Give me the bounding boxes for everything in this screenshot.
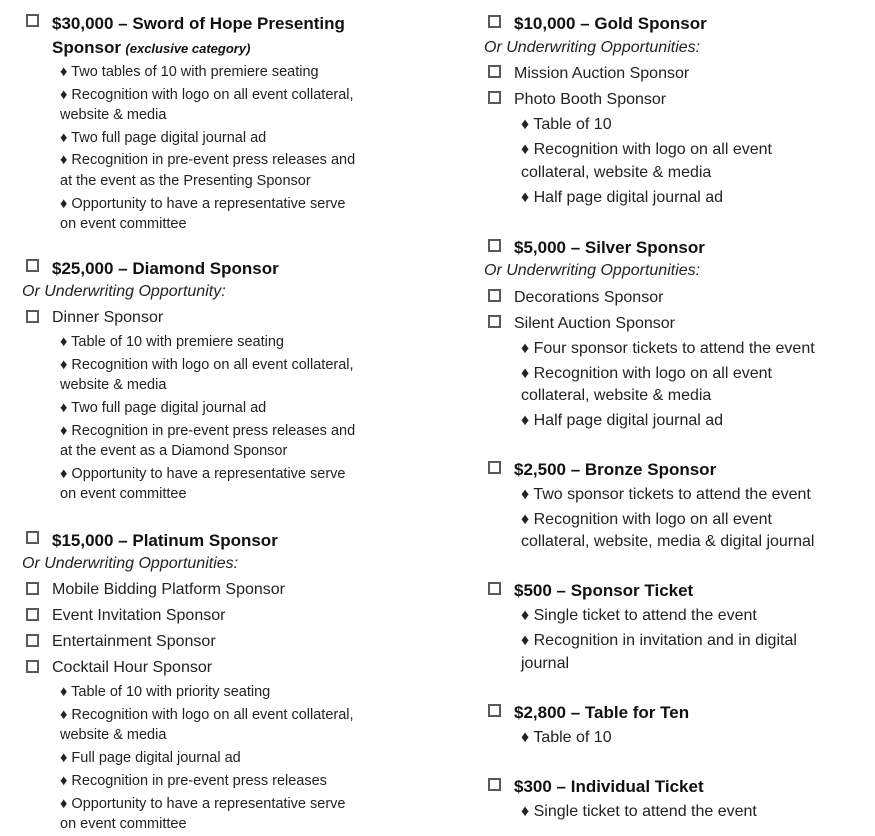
option-dinner-sponsor: Dinner Sponsor bbox=[52, 309, 164, 326]
benefit-item: ♦ Single ticket to attend the event bbox=[521, 803, 757, 820]
checkbox-decorations-sponsor[interactable] bbox=[488, 289, 501, 302]
benefit-item: ♦ Two full page digital journal ad bbox=[60, 130, 267, 146]
benefit-item: ♦ Opportunity to have a representative serve bbox=[60, 196, 346, 212]
tier-title-10000: $10,000 – Gold Sponsor bbox=[514, 14, 707, 33]
benefit-item: ♦ Recognition with logo on all event bbox=[521, 511, 772, 528]
benefit-item: ♦ Recognition with logo on all event bbox=[521, 141, 772, 158]
checkbox-cocktail-hour-sponsor[interactable] bbox=[26, 660, 39, 673]
benefit-item: ♦ Four sponsor tickets to attend the event bbox=[521, 340, 815, 357]
checkbox-300-individual-ticket[interactable] bbox=[488, 778, 501, 791]
option-cocktail-hour-sponsor: Cocktail Hour Sponsor bbox=[52, 659, 213, 676]
tier-title-30000-line2 bbox=[52, 38, 250, 58]
benefit-item: ♦ Opportunity to have a representative serve bbox=[60, 796, 346, 812]
checkbox-500-sponsor-ticket[interactable] bbox=[488, 582, 501, 595]
benefit-item-cont: at the event as a Diamond Sponsor bbox=[60, 443, 288, 459]
option-event-invitation-sponsor: Event Invitation Sponsor bbox=[52, 607, 226, 624]
checkbox-mobile-bidding-sponsor[interactable] bbox=[26, 582, 39, 595]
benefit-item: ♦ Two full page digital journal ad bbox=[60, 400, 267, 416]
option-photo-booth-sponsor: Photo Booth Sponsor bbox=[514, 91, 667, 108]
benefit-item-cont: collateral, website & media bbox=[521, 164, 712, 181]
benefit-item: ♦ Recognition in pre-event press releases and bbox=[60, 152, 356, 168]
tier-title-25000: $25,000 – Diamond Sponsor bbox=[52, 259, 279, 278]
benefit-item-cont: on event committee bbox=[60, 816, 187, 832]
benefit-item: ♦ Recognition with logo on all event bbox=[521, 365, 772, 382]
checkbox-entertainment-sponsor[interactable] bbox=[26, 634, 39, 647]
benefit-item-cont: website & media bbox=[60, 107, 167, 123]
benefit-item-cont: journal bbox=[521, 655, 570, 672]
benefit-item: ♦ Recognition with logo on all event collateral, bbox=[60, 357, 354, 373]
tier-title-2800: $2,800 – Table for Ten bbox=[514, 703, 690, 722]
option-entertainment-sponsor: Entertainment Sponsor bbox=[52, 633, 216, 650]
checkbox-2500-bronze[interactable] bbox=[488, 461, 501, 474]
checkbox-30000-presenting[interactable] bbox=[26, 14, 39, 27]
tier-title-30000-sponsor: Sponsor bbox=[52, 38, 121, 57]
tier-title-2500: $2,500 – Bronze Sponsor bbox=[514, 460, 717, 479]
benefit-item: ♦ Single ticket to attend the event bbox=[521, 607, 757, 624]
benefit-item: ♦ Table of 10 bbox=[521, 116, 612, 133]
checkbox-25000-diamond[interactable] bbox=[26, 259, 39, 272]
checkbox-2800-table-for-ten[interactable] bbox=[488, 704, 501, 717]
benefit-item: ♦ Recognition in pre-event press releases and bbox=[60, 423, 356, 439]
option-silent-auction-sponsor: Silent Auction Sponsor bbox=[514, 315, 675, 332]
benefit-item: ♦ Half page digital journal ad bbox=[521, 412, 724, 429]
underwriting-label: Or Underwriting Opportunities: bbox=[484, 262, 701, 279]
benefit-item: ♦ Table of 10 bbox=[521, 729, 612, 746]
underwriting-label: Or Underwriting Opportunities: bbox=[22, 555, 239, 572]
underwriting-label: Or Underwriting Opportunities: bbox=[484, 39, 701, 56]
benefit-item: ♦ Recognition with logo on all event collateral, bbox=[60, 707, 354, 723]
benefit-item: ♦ Table of 10 with premiere seating bbox=[60, 334, 284, 350]
tier-title-300: $300 – Individual Ticket bbox=[514, 777, 704, 796]
checkbox-15000-platinum[interactable] bbox=[26, 531, 39, 544]
checkbox-photo-booth-sponsor[interactable] bbox=[488, 91, 501, 104]
benefit-item-cont: at the event as the Presenting Sponsor bbox=[60, 173, 311, 189]
tier-title-5000: $5,000 – Silver Sponsor bbox=[514, 238, 705, 257]
benefit-item-cont: collateral, website, media & digital journal bbox=[521, 533, 815, 550]
benefit-item: ♦ Recognition in invitation and in digital bbox=[521, 632, 797, 649]
benefit-item-cont: collateral, website & media bbox=[521, 387, 712, 404]
tier-title-30000: $30,000 – Sword of Hope Presenting bbox=[52, 14, 345, 33]
underwriting-label: Or Underwriting Opportunity: bbox=[22, 283, 226, 300]
benefit-item: ♦ Recognition with logo on all event collateral, bbox=[60, 87, 354, 103]
benefit-item-cont: on event committee bbox=[60, 486, 187, 502]
benefit-item: ♦ Full page digital journal ad bbox=[60, 750, 241, 766]
benefit-item-cont: website & media bbox=[60, 377, 167, 393]
tier-title-15000: $15,000 – Platinum Sponsor bbox=[52, 531, 278, 550]
option-decorations-sponsor: Decorations Sponsor bbox=[514, 289, 664, 306]
benefit-item-cont: website & media bbox=[60, 727, 167, 743]
tier-title-500: $500 – Sponsor Ticket bbox=[514, 581, 694, 600]
exclusive-note: (exclusive category) bbox=[125, 41, 251, 56]
checkbox-10000-gold[interactable] bbox=[488, 15, 501, 28]
benefit-item: ♦ Table of 10 with priority seating bbox=[60, 684, 271, 700]
benefit-item: ♦ Recognition in pre-event press releases bbox=[60, 773, 327, 789]
benefit-item: ♦ Half page digital journal ad bbox=[521, 189, 724, 206]
checkbox-silent-auction-sponsor[interactable] bbox=[488, 315, 501, 328]
benefit-item-cont: on event committee bbox=[60, 216, 187, 232]
benefit-item: ♦ Two sponsor tickets to attend the event bbox=[521, 486, 811, 503]
option-mobile-bidding-sponsor: Mobile Bidding Platform Sponsor bbox=[52, 581, 286, 598]
option-mission-auction-sponsor: Mission Auction Sponsor bbox=[514, 65, 690, 82]
checkbox-mission-auction-sponsor[interactable] bbox=[488, 65, 501, 78]
benefit-item: ♦ Two tables of 10 with premiere seating bbox=[60, 64, 319, 80]
checkbox-dinner-sponsor[interactable] bbox=[26, 310, 39, 323]
benefit-item: ♦ Opportunity to have a representative serve bbox=[60, 466, 346, 482]
checkbox-5000-silver[interactable] bbox=[488, 239, 501, 252]
checkbox-event-invitation-sponsor[interactable] bbox=[26, 608, 39, 621]
